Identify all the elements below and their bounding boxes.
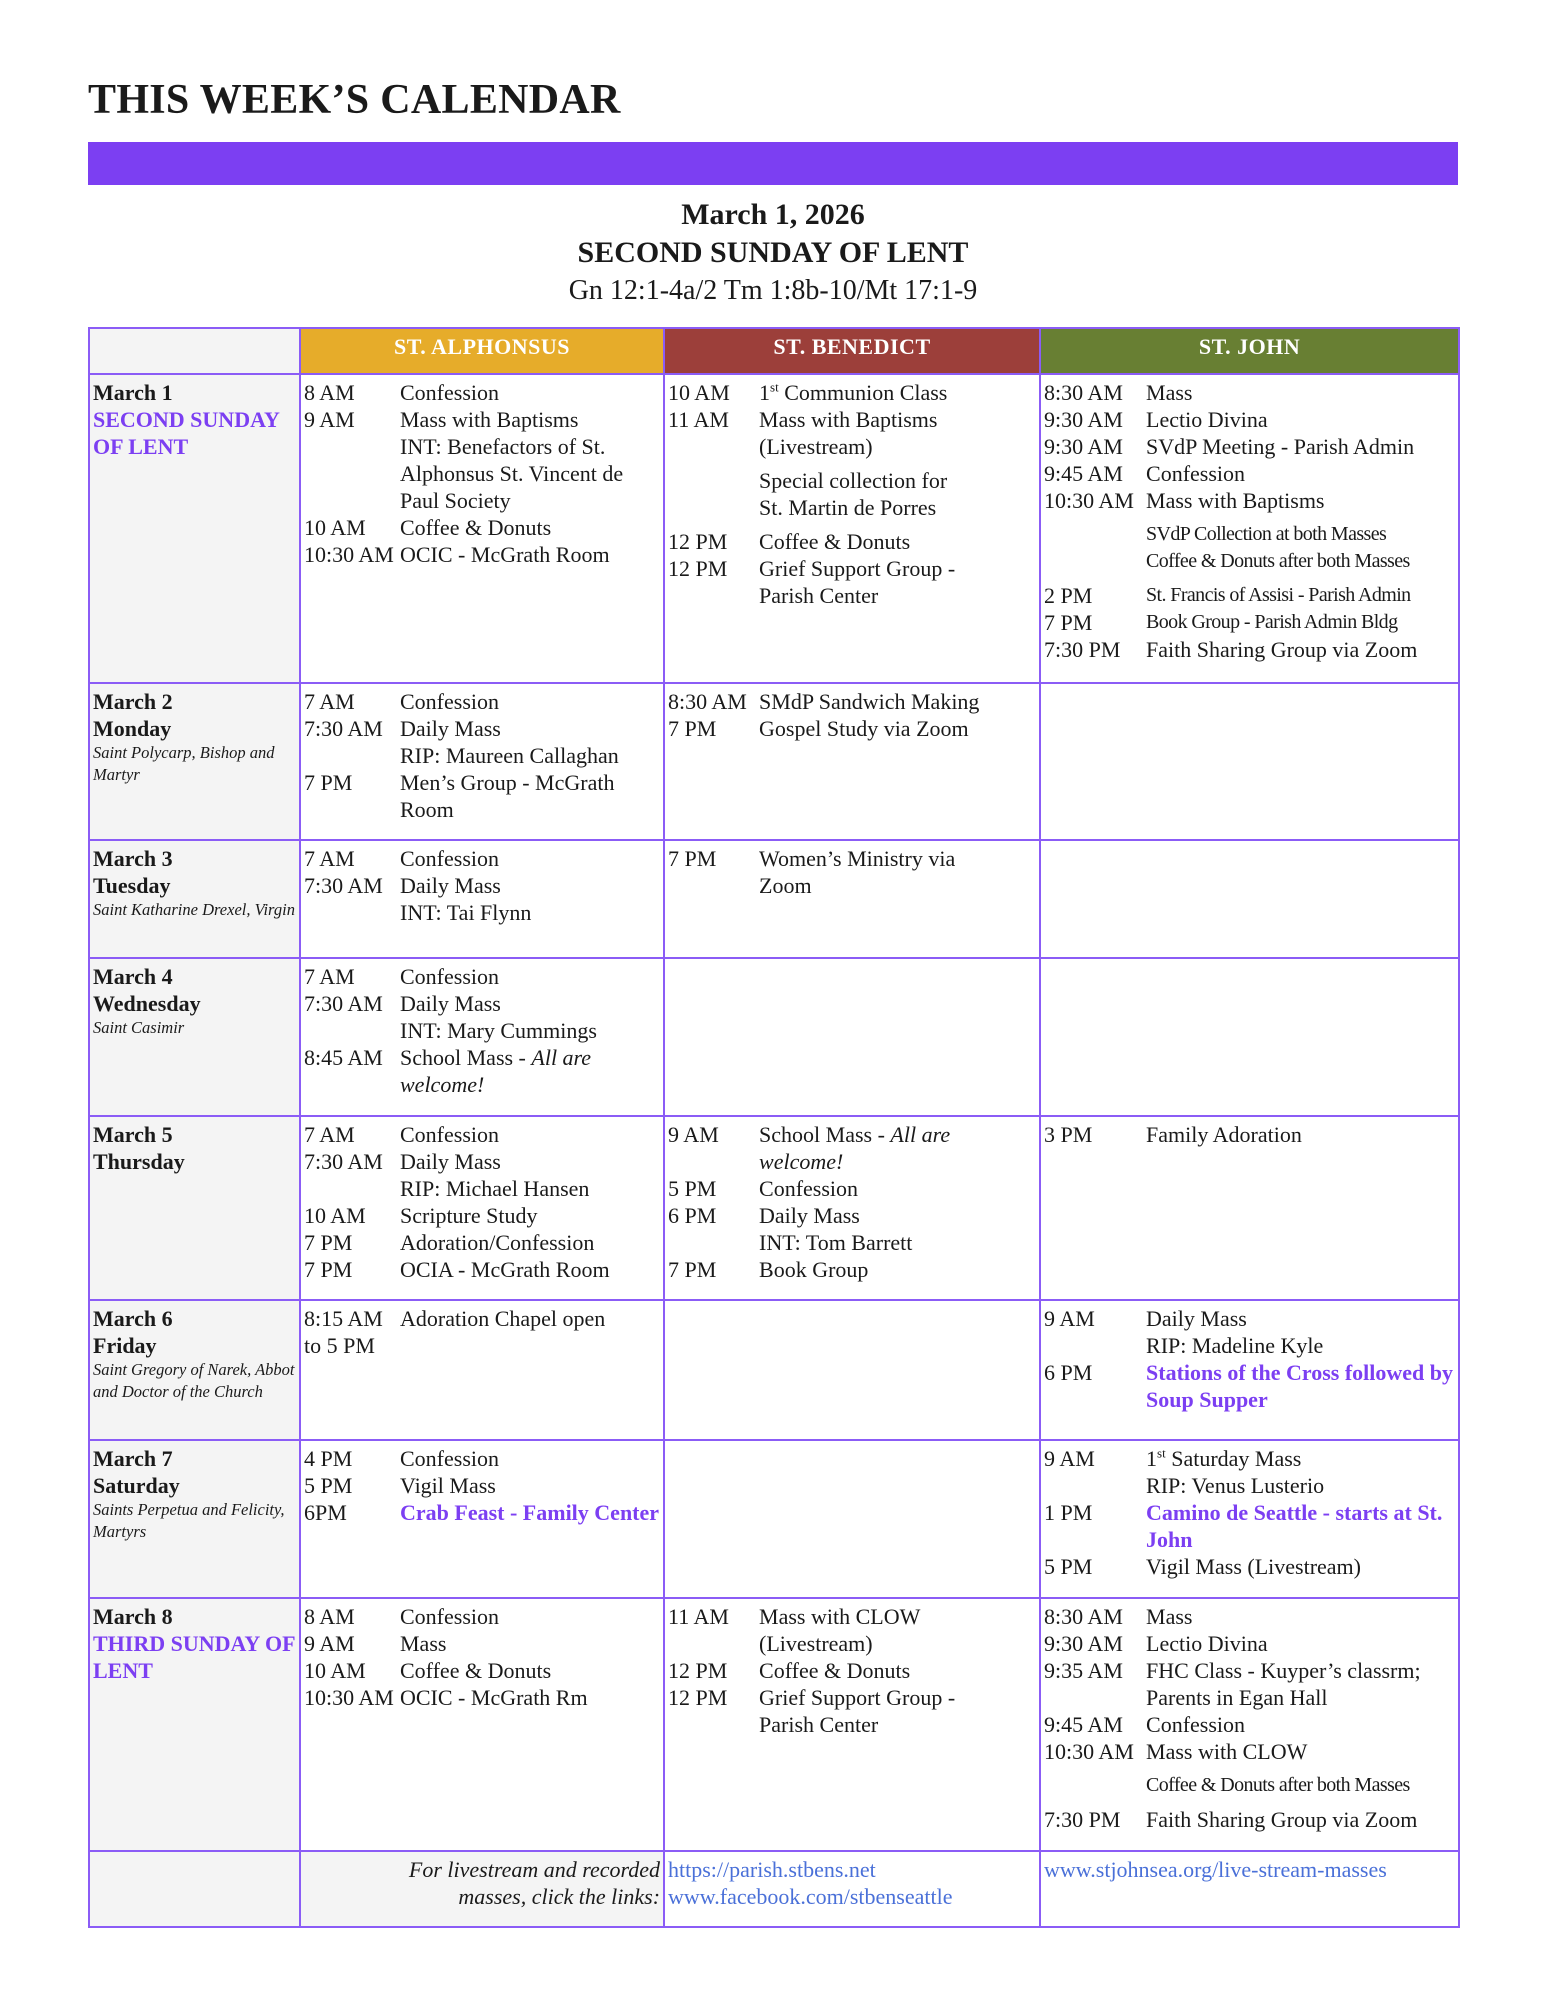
alphonsus-times bbox=[300, 1116, 397, 1300]
day-cell bbox=[89, 1598, 300, 1851]
john-events bbox=[1143, 958, 1459, 1116]
date-header bbox=[88, 196, 1458, 310]
john-events bbox=[1143, 1440, 1459, 1598]
day-cell bbox=[89, 1440, 300, 1598]
event-time: 6 PM bbox=[1044, 1360, 1093, 1385]
alphonsus-events bbox=[397, 1598, 664, 1851]
event-text: Daily Mass bbox=[400, 873, 501, 898]
john-events bbox=[1143, 1598, 1459, 1851]
event-text: Confession bbox=[400, 1122, 499, 1147]
event-time: 9:30 AM bbox=[1044, 407, 1123, 432]
alphonsus-events bbox=[397, 1440, 664, 1598]
event-text: Confession bbox=[400, 1446, 499, 1471]
event-time: 7 PM bbox=[1044, 610, 1093, 635]
event-time: 9 AM bbox=[304, 1631, 355, 1656]
event-time: 9:45 AM bbox=[1044, 461, 1123, 486]
alphonsus-events bbox=[397, 958, 664, 1116]
event-time: 12 PM bbox=[668, 1658, 728, 1683]
event-time: 7:30 PM bbox=[1044, 637, 1121, 662]
event-text: Lectio Divina bbox=[1146, 1631, 1268, 1656]
event-text: Grief Support Group - bbox=[759, 556, 956, 581]
benedict-times bbox=[664, 958, 756, 1116]
alphonsus-events bbox=[397, 1116, 664, 1300]
event-text: Alphonsus St. Vincent de bbox=[400, 461, 624, 486]
event-text: Mass with CLOW bbox=[1146, 1739, 1308, 1764]
benedict-events bbox=[756, 840, 1040, 958]
event-text: Daily Mass bbox=[400, 716, 501, 741]
event-time: 1 PM bbox=[1044, 1500, 1093, 1525]
event-time: 6 PM bbox=[668, 1203, 717, 1228]
event-time: 8:30 AM bbox=[668, 689, 747, 714]
event-text: Faith Sharing Group via Zoom bbox=[1146, 1807, 1418, 1832]
alphonsus-events bbox=[397, 683, 664, 840]
event-time: 10:30 AM bbox=[1044, 1739, 1134, 1764]
table-row bbox=[89, 374, 1459, 683]
footer-label bbox=[300, 1851, 664, 1927]
benedict-events bbox=[756, 958, 1040, 1116]
john-times bbox=[1040, 1300, 1143, 1440]
day-name: Friday bbox=[93, 1333, 157, 1358]
event-text: Parish Center bbox=[759, 1712, 879, 1737]
event-text: Mass bbox=[400, 1631, 447, 1656]
event-time: 6PM bbox=[304, 1500, 347, 1525]
event-text: (Livestream) bbox=[759, 434, 873, 459]
event-text: Coffee & Donuts bbox=[759, 529, 911, 554]
event-time: 8:30 AM bbox=[1044, 380, 1123, 405]
table-row bbox=[89, 958, 1459, 1116]
day-name: THIRD SUNDAY OF LENT bbox=[93, 1631, 295, 1683]
event-text: OCIC - McGrath Room bbox=[400, 542, 610, 567]
event-text: Vigil Mass (Livestream) bbox=[1146, 1554, 1361, 1579]
john-times bbox=[1040, 958, 1143, 1116]
event-text: Zoom bbox=[759, 873, 812, 898]
alphonsus-events bbox=[397, 374, 664, 683]
benedict-links bbox=[664, 1851, 1040, 1927]
day-cell bbox=[89, 1300, 300, 1440]
event-text: Family Adoration bbox=[1146, 1122, 1302, 1147]
event-time: 5 PM bbox=[668, 1176, 717, 1201]
event-time: 7 PM bbox=[668, 846, 717, 871]
event-text-highlight: Camino de Seattle - starts at St. John bbox=[1146, 1500, 1443, 1552]
event-time: 7:30 AM bbox=[304, 716, 383, 741]
benedict-times bbox=[664, 683, 756, 840]
event-text: St. Martin de Porres bbox=[759, 495, 937, 520]
event-time: 8 AM bbox=[304, 380, 355, 405]
event-time: 9:35 AM bbox=[1044, 1658, 1123, 1683]
alphonsus-times bbox=[300, 374, 397, 683]
event-time: 9 AM bbox=[1044, 1306, 1095, 1331]
event-time: 7 PM bbox=[304, 1230, 353, 1255]
john-links bbox=[1040, 1851, 1459, 1927]
event-text: Confession bbox=[400, 380, 499, 405]
day-name: Tuesday bbox=[93, 873, 171, 898]
event-time: 12 PM bbox=[668, 529, 728, 554]
event-time: 10:30 AM bbox=[1044, 488, 1134, 513]
event-text: Daily Mass bbox=[1146, 1306, 1247, 1331]
event-time: 7 AM bbox=[304, 1122, 355, 1147]
day-name: Saturday bbox=[93, 1473, 180, 1498]
event-text: Confession bbox=[400, 846, 499, 871]
event-time: 12 PM bbox=[668, 556, 728, 581]
john-times bbox=[1040, 374, 1143, 683]
event-text: School Mass - All are welcome! bbox=[759, 1122, 951, 1174]
event-text: RIP: Venus Lusterio bbox=[1146, 1473, 1325, 1498]
event-time: 8:45 AM bbox=[304, 1045, 383, 1070]
alphonsus-times bbox=[300, 1598, 397, 1851]
event-time: 3 PM bbox=[1044, 1122, 1093, 1147]
event-text: Mass with Baptisms bbox=[1146, 488, 1325, 513]
event-time: 9 AM bbox=[668, 1122, 719, 1147]
event-text: Mass bbox=[1146, 1604, 1193, 1629]
event-text: Special collection for bbox=[759, 468, 948, 493]
day-name: Monday bbox=[93, 716, 172, 741]
john-times bbox=[1040, 683, 1143, 840]
event-time: 2 PM bbox=[1044, 583, 1093, 608]
event-time: 8 AM bbox=[304, 1604, 355, 1629]
event-text-highlight: Stations of the Cross followed by Soup Supper bbox=[1146, 1360, 1454, 1412]
event-text: INT: Benefactors of St. bbox=[400, 434, 606, 459]
john-times bbox=[1040, 1440, 1143, 1598]
alphonsus-times bbox=[300, 1300, 397, 1440]
john-events bbox=[1143, 683, 1459, 840]
saint-name: Saint Gregory of Narek, Abbot and Doctor of the Church bbox=[93, 1360, 295, 1401]
event-text: Room bbox=[400, 797, 454, 822]
accent-bar bbox=[88, 142, 1458, 185]
alphonsus-times bbox=[300, 683, 397, 840]
event-text: Scripture Study bbox=[400, 1203, 538, 1228]
table-row bbox=[89, 1598, 1459, 1851]
event-time: 11 AM bbox=[668, 1604, 729, 1629]
event-time: 5 PM bbox=[304, 1473, 353, 1498]
calendar-table bbox=[88, 327, 1460, 1928]
alphonsus-events bbox=[397, 1300, 664, 1440]
event-text: Women’s Ministry via bbox=[759, 846, 956, 871]
event-time: 7 AM bbox=[304, 846, 355, 871]
footer-row bbox=[89, 1851, 1459, 1927]
event-text: RIP: Madeline Kyle bbox=[1146, 1333, 1324, 1358]
header-blank bbox=[89, 328, 300, 374]
event-time: 10 AM bbox=[668, 380, 730, 405]
footer-blank bbox=[89, 1851, 300, 1927]
event-text: Confession bbox=[759, 1176, 859, 1201]
day-date: March 4 bbox=[93, 964, 173, 989]
event-text: Adoration/Confession bbox=[400, 1230, 595, 1255]
event-time: 8:15 AM bbox=[304, 1306, 383, 1331]
event-text: Paul Society bbox=[400, 488, 511, 513]
event-time: 9 AM bbox=[304, 407, 355, 432]
event-text: Men’s Group - McGrath bbox=[400, 770, 615, 795]
event-time: 7:30 AM bbox=[304, 1149, 383, 1174]
event-text: INT: Tom Barrett bbox=[759, 1230, 913, 1255]
event-time: 7:30 PM bbox=[1044, 1807, 1121, 1832]
table-row bbox=[89, 1116, 1459, 1300]
benedict-times bbox=[664, 1116, 756, 1300]
event-text: Confession bbox=[400, 964, 499, 989]
john-times bbox=[1040, 1598, 1143, 1851]
event-text: Coffee & Donuts bbox=[400, 1658, 552, 1683]
benedict-times bbox=[664, 1440, 756, 1598]
event-time: 10 AM bbox=[304, 515, 366, 540]
benedict-times bbox=[664, 1598, 756, 1851]
event-time: 9:30 AM bbox=[1044, 1631, 1123, 1656]
day-date: March 2 bbox=[93, 689, 173, 714]
event-text: Coffee & Donuts after both Masses bbox=[1146, 1774, 1410, 1796]
john-events bbox=[1143, 1116, 1459, 1300]
john-times bbox=[1040, 1116, 1143, 1300]
john-livestream-link[interactable]: www.stjohnsea.org/live-stream-masses bbox=[1044, 1857, 1387, 1882]
day-name: Wednesday bbox=[93, 991, 201, 1016]
john-events bbox=[1143, 374, 1459, 683]
event-time: 4 PM bbox=[304, 1446, 353, 1471]
benedict-times bbox=[664, 1300, 756, 1440]
day-name: SECOND SUNDAY OF LENT bbox=[93, 407, 280, 459]
event-time: 7 AM bbox=[304, 964, 355, 989]
event-text: Gospel Study via Zoom bbox=[759, 716, 969, 741]
event-text: Parish Center bbox=[759, 583, 879, 608]
event-text: OCIC - McGrath Rm bbox=[400, 1685, 588, 1710]
page-title: THIS WEEK’S CALENDAR bbox=[88, 77, 621, 123]
event-text: INT: Tai Flynn bbox=[400, 900, 532, 925]
alphonsus-times bbox=[300, 840, 397, 958]
day-cell bbox=[89, 840, 300, 958]
alphonsus-times bbox=[300, 958, 397, 1116]
john-events bbox=[1143, 1300, 1459, 1440]
event-time: 9:45 AM bbox=[1044, 1712, 1123, 1737]
event-time: 9:30 AM bbox=[1044, 434, 1123, 459]
benedict-events bbox=[756, 1116, 1040, 1300]
event-text: Mass bbox=[1146, 380, 1193, 405]
event-time: 7 PM bbox=[304, 1257, 353, 1282]
saint-name: Saint Casimir bbox=[93, 1018, 185, 1037]
event-text: Confession bbox=[400, 1604, 499, 1629]
event-text: Vigil Mass bbox=[400, 1473, 496, 1498]
alphonsus-times bbox=[300, 1440, 397, 1598]
event-time: 7 PM bbox=[668, 1257, 717, 1282]
table-row bbox=[89, 683, 1459, 840]
event-text: 1st Saturday Mass bbox=[1146, 1445, 1302, 1471]
event-text: Daily Mass bbox=[400, 1149, 501, 1174]
event-text: Daily Mass bbox=[400, 991, 501, 1016]
event-time: 10 AM bbox=[304, 1658, 366, 1683]
day-date: March 7 bbox=[93, 1446, 173, 1471]
benedict-events bbox=[756, 374, 1040, 683]
event-text: SMdP Sandwich Making bbox=[759, 689, 980, 714]
event-time: 7 AM bbox=[304, 689, 355, 714]
benedict-facebook-link[interactable]: www.facebook.com/stbenseattle bbox=[668, 1884, 953, 1909]
event-time: 7 PM bbox=[304, 770, 353, 795]
john-events bbox=[1143, 840, 1459, 958]
event-text: St. Francis of Assisi - Parish Admin bbox=[1146, 584, 1411, 606]
day-cell bbox=[89, 958, 300, 1116]
event-time: 10:30 AM bbox=[304, 1685, 394, 1710]
event-text: Book Group bbox=[759, 1257, 869, 1282]
footer-label-line: masses, click the links: bbox=[458, 1884, 661, 1909]
day-date: March 5 bbox=[93, 1122, 173, 1147]
event-text: Faith Sharing Group via Zoom bbox=[1146, 637, 1418, 662]
table-row bbox=[89, 840, 1459, 958]
benedict-events bbox=[756, 1440, 1040, 1598]
event-text: Adoration Chapel open bbox=[400, 1306, 606, 1331]
event-time: 5 PM bbox=[1044, 1554, 1093, 1579]
event-text: Coffee & Donuts bbox=[400, 515, 552, 540]
event-text: Grief Support Group - bbox=[759, 1685, 956, 1710]
event-time: 10 AM bbox=[304, 1203, 366, 1228]
event-text: Confession bbox=[400, 689, 499, 714]
event-text: Lectio Divina bbox=[1146, 407, 1268, 432]
readings: Gn 12:1-4a/2 Tm 1:8b-10/Mt 17:1-9 bbox=[568, 275, 978, 306]
table-row bbox=[89, 1440, 1459, 1598]
benedict-times bbox=[664, 840, 756, 958]
feast-title: SECOND SUNDAY OF LENT bbox=[577, 236, 969, 269]
day-date: March 1 bbox=[93, 380, 173, 405]
event-text: Mass with Baptisms bbox=[400, 407, 579, 432]
benedict-events bbox=[756, 1598, 1040, 1851]
event-time: 9 AM bbox=[1044, 1446, 1095, 1471]
day-cell bbox=[89, 683, 300, 840]
day-name: Thursday bbox=[93, 1149, 185, 1174]
header-st-benedict: ST. BENEDICT bbox=[664, 328, 1040, 374]
event-text: FHC Class - Kuyper’s classrm; bbox=[1146, 1658, 1421, 1683]
benedict-times bbox=[664, 374, 756, 683]
current-date: March 1, 2026 bbox=[681, 198, 865, 231]
footer-label-line: For livestream and recorded bbox=[408, 1857, 661, 1882]
event-text: INT: Mary Cummings bbox=[400, 1018, 597, 1043]
event-text: RIP: Michael Hansen bbox=[400, 1176, 590, 1201]
header-st-john: ST. JOHN bbox=[1040, 328, 1459, 374]
header-row bbox=[89, 328, 1459, 374]
benedict-website-link[interactable]: https://parish.stbens.net bbox=[668, 1857, 876, 1882]
saint-name: Saints Perpetua and Felicity, Martyrs bbox=[93, 1500, 285, 1541]
event-text: Mass with Baptisms bbox=[759, 407, 938, 432]
saint-name: Saint Katharine Drexel, Virgin bbox=[93, 900, 295, 919]
event-text: Daily Mass bbox=[759, 1203, 860, 1228]
event-time: 11 AM bbox=[668, 407, 729, 432]
event-text: SVdP Meeting - Parish Admin bbox=[1146, 434, 1415, 459]
benedict-events bbox=[756, 683, 1040, 840]
event-time: 12 PM bbox=[668, 1685, 728, 1710]
event-text: Coffee & Donuts after both Masses bbox=[1146, 550, 1410, 572]
benedict-events bbox=[756, 1300, 1040, 1440]
event-time: 7 PM bbox=[668, 716, 717, 741]
saint-name: Saint Polycarp, Bishop and Martyr bbox=[93, 743, 275, 784]
event-text: 1st Communion Class bbox=[759, 379, 948, 405]
event-text: Confession bbox=[1146, 461, 1246, 486]
event-text: SVdP Collection at both Masses bbox=[1146, 523, 1387, 545]
day-date: March 8 bbox=[93, 1604, 173, 1629]
event-time: 10:30 AM bbox=[304, 542, 394, 567]
event-time: 7:30 AM bbox=[304, 991, 383, 1016]
event-time: 8:30 AM bbox=[1044, 1604, 1123, 1629]
table-row bbox=[89, 1300, 1459, 1440]
event-text: Coffee & Donuts bbox=[759, 1658, 911, 1683]
event-time: to 5 PM bbox=[304, 1333, 375, 1358]
john-times bbox=[1040, 840, 1143, 958]
header-st-alphonsus: ST. ALPHONSUS bbox=[300, 328, 664, 374]
event-text: RIP: Maureen Callaghan bbox=[400, 743, 619, 768]
event-text: Confession bbox=[1146, 1712, 1246, 1737]
alphonsus-events bbox=[397, 840, 664, 958]
day-cell bbox=[89, 374, 300, 683]
event-text: School Mass - All are welcome! bbox=[400, 1045, 592, 1097]
event-text: Book Group - Parish Admin Bldg bbox=[1146, 611, 1398, 633]
event-text-highlight: Crab Feast - Family Center bbox=[400, 1500, 660, 1525]
event-text: OCIA - McGrath Room bbox=[400, 1257, 610, 1282]
event-text: (Livestream) bbox=[759, 1631, 873, 1656]
day-cell bbox=[89, 1116, 300, 1300]
event-time: 7:30 AM bbox=[304, 873, 383, 898]
event-text: Parents in Egan Hall bbox=[1146, 1685, 1328, 1710]
day-date: March 3 bbox=[93, 846, 173, 871]
event-text: Mass with CLOW bbox=[759, 1604, 921, 1629]
day-date: March 6 bbox=[93, 1306, 173, 1331]
